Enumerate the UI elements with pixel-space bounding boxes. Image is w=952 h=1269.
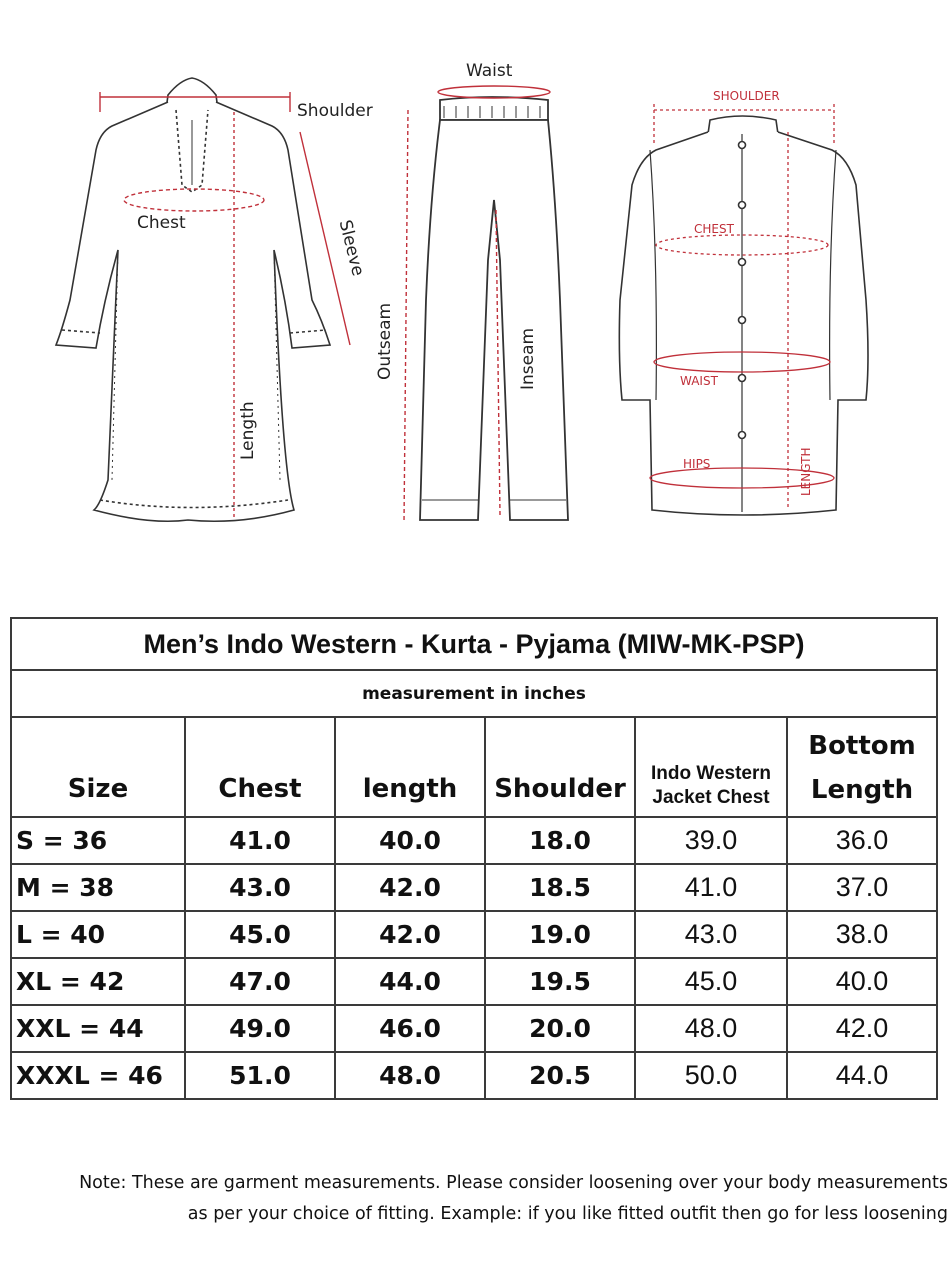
jacket-shoulder-label: SHOULDER [713,89,780,103]
cell-bottom-length: 38.0 [787,911,937,958]
cell-shoulder: 18.0 [485,817,635,864]
table-title: Men’s Indo Western - Kurta - Pyjama (MIW-MK-PSP) [11,618,937,670]
table-header-row [11,717,937,817]
cell-shoulder: 20.5 [485,1052,635,1099]
cell-length: 48.0 [335,1052,485,1099]
cell-chest: 43.0 [185,864,335,911]
cell-length: 42.0 [335,911,485,958]
cell-size: XXXL = 46 [11,1052,185,1099]
header-chest: Chest [185,717,335,817]
kurta-illustration [56,78,330,521]
cell-chest: 45.0 [185,911,335,958]
cell-bottom-length: 40.0 [787,958,937,1005]
cell-length: 42.0 [335,864,485,911]
header-length: length [335,717,485,817]
cell-shoulder: 19.0 [485,911,635,958]
header-jacket-chest-line2: Jacket Chest [652,787,770,808]
table-row [11,817,937,864]
cell-chest: 41.0 [185,817,335,864]
cell-jacket-chest: 41.0 [635,864,787,911]
cell-length: 40.0 [335,817,485,864]
cell-jacket-chest: 45.0 [635,958,787,1005]
kurta-length-label: Length [238,401,258,460]
fitting-note-line2: as per your choice of fitting. Example: if you like fitted outfit then go for less loosening [187,1204,948,1224]
cell-size: XXL = 44 [11,1005,185,1052]
kurta-chest-label: Chest [137,213,186,233]
header-shoulder: Shoulder [485,717,635,817]
cell-chest: 51.0 [185,1052,335,1099]
cell-bottom-length: 44.0 [787,1052,937,1099]
jacket-illustration [619,116,868,515]
cell-shoulder: 19.5 [485,958,635,1005]
table-row [11,911,937,958]
table-body [11,817,937,1099]
cell-jacket-chest: 50.0 [635,1052,787,1099]
cell-bottom-length: 36.0 [787,817,937,864]
cell-chest: 47.0 [185,958,335,1005]
header-jacket-chest-line1: Indo Western [651,763,771,784]
cell-jacket-chest: 43.0 [635,911,787,958]
cell-chest: 49.0 [185,1005,335,1052]
cell-bottom-length: 42.0 [787,1005,937,1052]
cell-bottom-length: 37.0 [787,864,937,911]
measurement-diagrams [0,0,952,560]
jacket-waist-label: WAIST [680,374,718,388]
table-row [11,1052,937,1099]
header-bottom-length-line1: Bottom [808,731,916,761]
fitting-note-line1: Note: These are garment measurements. Please consider loosening over your body measurements [79,1173,948,1193]
header-bottom-length [787,717,937,817]
cell-size: M = 38 [11,864,185,911]
table-row [11,864,937,911]
table-row [11,958,937,1005]
jacket-hips-label: HIPS [683,457,711,471]
pyjama-outseam-label: Outseam [375,302,395,380]
jacket-chest-label: CHEST [694,222,734,236]
size-chart-table [10,617,938,1100]
cell-size: L = 40 [11,911,185,958]
header-size: Size [11,717,185,817]
header-jacket-chest [635,717,787,817]
jacket-length-label: LENGTH [799,447,813,496]
pyjama-waist-label: Waist [466,61,513,81]
cell-size: XL = 42 [11,958,185,1005]
kurta-sleeve-label: Sleeve [334,218,368,279]
kurta-shoulder-label: Shoulder [297,101,373,121]
cell-jacket-chest: 39.0 [635,817,787,864]
cell-shoulder: 18.5 [485,864,635,911]
cell-length: 46.0 [335,1005,485,1052]
pyjama-inseam-label: Inseam [518,327,538,390]
pyjama-illustration [420,97,568,520]
header-bottom-length-line2: Length [810,775,914,805]
unit-note: measurement in inches [11,670,937,717]
cell-size: S = 36 [11,817,185,864]
cell-shoulder: 20.0 [485,1005,635,1052]
table-row [11,1005,937,1052]
cell-jacket-chest: 48.0 [635,1005,787,1052]
fitting-note [0,1168,948,1230]
cell-length: 44.0 [335,958,485,1005]
